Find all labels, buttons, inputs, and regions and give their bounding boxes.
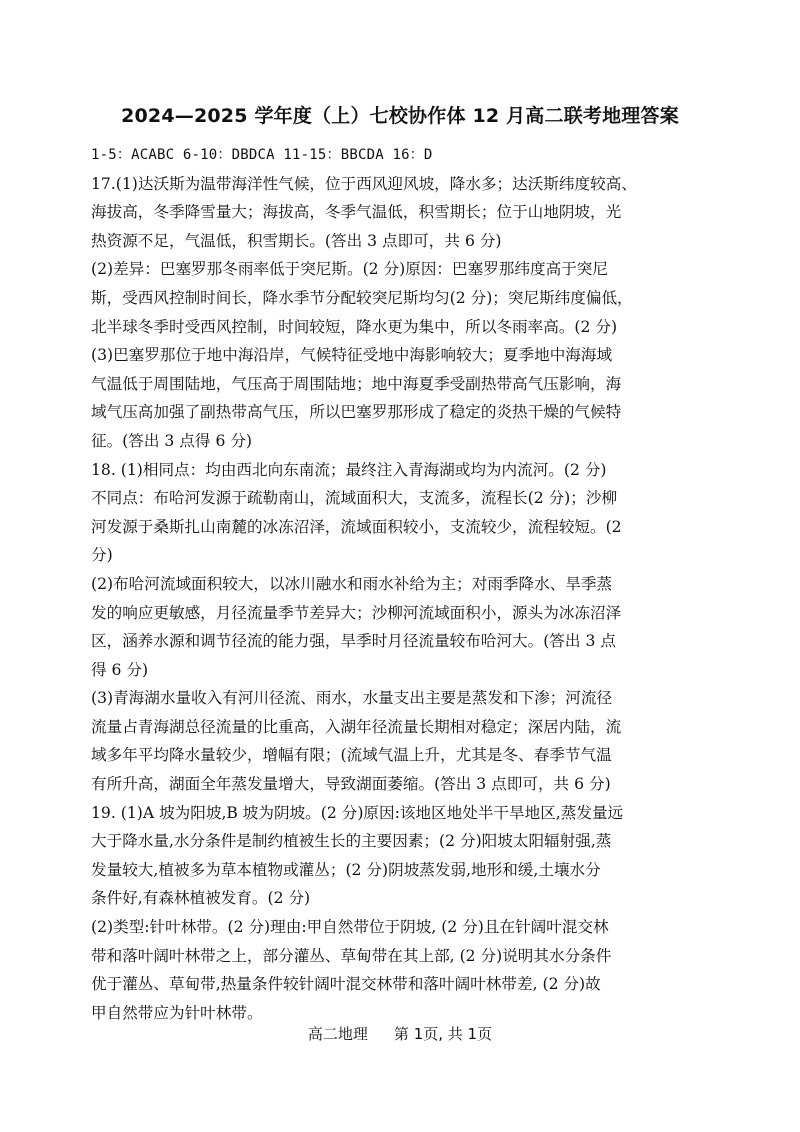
q19-line-8: 甲自然带应为针叶林带。 xyxy=(91,1003,263,1022)
q17-line-9: 域气压高加强了副热带高气压，所以巴塞罗那形成了稳定的炎热干燥的气候特 xyxy=(91,403,622,422)
q18-line-1: 18. (1)相同点：均由西北向东南流；最终注入青海湖或均为内流河。(2 分) xyxy=(91,460,607,479)
q17-line-10: 征。(答出 3 点得 6 分) xyxy=(91,431,252,450)
q17-line-4: (2)差异：巴塞罗那冬雨率低于突尼斯。(2 分)原因：巴塞罗那纬度高于突尼 xyxy=(91,260,608,279)
q18-line-6: 发的响应更敏感，月径流量季节差异大；沙柳河流域面积小，源头为冰冻沼泽 xyxy=(91,603,622,622)
q18-line-12: 有所升高，湖面全年蒸发量增大，导致湖面萎缩。(答出 3 点即可，共 6 分) xyxy=(91,775,611,794)
multiple-choice-answers: 1-5：ACABC 6-10：DBDCA 11-15：BBCDA 16：D xyxy=(91,147,433,163)
q18-line-4: 分) xyxy=(91,546,113,565)
q19-line-4: 条件好,有森林植被发育。(2 分) xyxy=(91,889,311,908)
q19-line-7: 优于灌丛、草甸带,热量条件较针阔叶混交林带和落叶阔叶林带差, (2 分)故 xyxy=(91,975,601,994)
q19-line-3: 发量较大,植被多为草本植物或灌丛；(2 分)阴坡蒸发弱,地形和缓,土壤水分 xyxy=(91,860,601,879)
q18-line-7: 区，涵养水源和调节径流的能力强，旱季时月径流量较布哈河大。(答出 3 点 xyxy=(91,632,616,651)
q17-line-5: 斯，受西风控制时间长，降水季节分配较突尼斯均匀(2 分)；突尼斯纬度偏低， xyxy=(91,288,633,307)
q19-line-2: 大于降水量,水分条件是制约植被生长的主要因素；(2 分)阳坡太阳辐射强,蒸 xyxy=(91,832,612,851)
q19-line-5: (2)类型:针叶林带。(2 分)理由:甲自然带位于阴坡, (2 分)且在针阔叶混交林 xyxy=(91,918,609,937)
q17-line-7: (3)巴塞罗那位于地中海沿岸，气候特征受地中海影响较大；夏季地中海海域 xyxy=(91,346,613,365)
document-title: 2024—2025 学年度（上）七校协作体 12 月高二联考地理答案 xyxy=(121,105,679,127)
q17-line-3: 热资源不足，气温低，积雪期长。(答出 3 点即可，共 6 分) xyxy=(91,231,502,250)
q18-line-5: (2)布哈河流域面积较大，以冰川融水和雨水补给为主；对雨季降水、旱季蒸 xyxy=(91,574,613,593)
q18-line-2: 不同点：布哈河发源于疏勒南山，流域面积大，支流多，流程长(2 分)；沙柳 xyxy=(91,489,618,508)
q17-line-1: 17.(1)达沃斯为温带海洋性气候，位于西风迎风坡，降水多；达沃斯纬度较高、 xyxy=(91,174,637,193)
q17-line-2: 海拔高，冬季降雪量大；海拔高，冬季气温低，积雪期长；位于山地阴坡，光 xyxy=(91,203,622,222)
q18-line-3: 河发源于桑斯扎山南麓的冰冻沼泽，流域面积较小，支流较少，流程较短。(2 xyxy=(91,517,622,536)
q19-line-6: 带和落叶阔叶林带之上，部分灌丛、草甸带在其上部, (2 分)说明其水分条件 xyxy=(91,946,612,965)
q18-line-11: 域多年平均降水量较少，增幅有限；(流域气温上升，尤其是冬、春季节气温 xyxy=(91,746,612,765)
q18-line-10: 流量占青海湖总径流量的比重高，入湖年径流量长期相对稳定；深居内陆，流 xyxy=(91,717,622,736)
q17-line-6: 北半球冬季时受西风控制，时间较短，降水更为集中，所以冬雨率高。(2 分) xyxy=(91,317,618,336)
answer-content xyxy=(91,141,731,1027)
footer-subject: 高二地理 xyxy=(307,1025,368,1043)
q17-line-8: 气温低于周围陆地，气压高于周围陆地；地中海夏季受副热带高气压影响，海 xyxy=(91,374,622,393)
page-footer xyxy=(0,1023,800,1045)
footer-page-number: 第 1页, 共 1页 xyxy=(393,1025,493,1043)
q19-line-1: 19. (1)A 坡为阳坡,B 坡为阴坡。(2 分)原因:该地区地处半干旱地区,蒸发量远 xyxy=(91,803,624,822)
q18-line-9: (3)青海湖水量收入有河川径流、雨水，水量支出主要是蒸发和下渗；河流径 xyxy=(91,689,613,708)
q18-line-8: 得 6 分) xyxy=(91,660,149,679)
